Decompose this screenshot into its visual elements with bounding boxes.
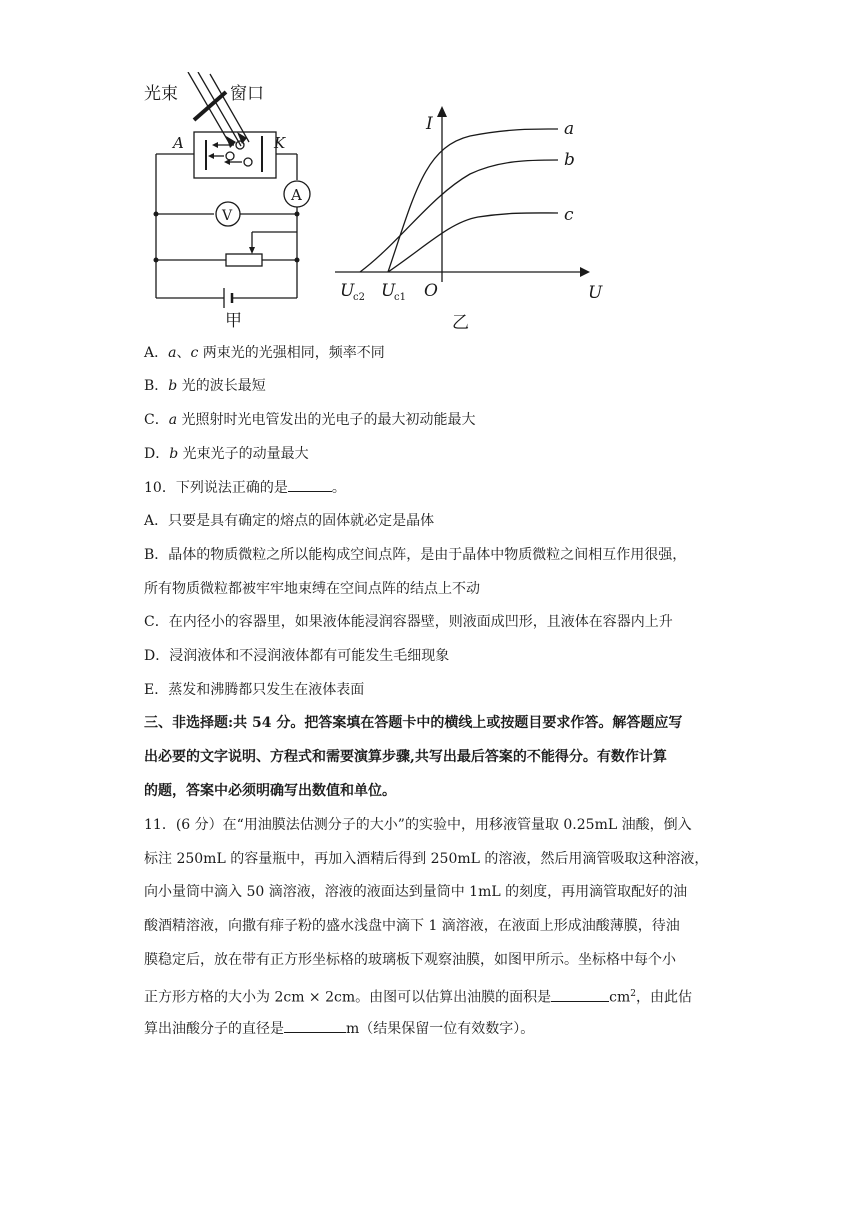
q11-line2: 标注 250mL 的容量瓶中，再加入酒精后得到 250mL 的溶液，然后用滴管吸取这种溶液，	[144, 851, 709, 867]
cathode-label: K	[274, 134, 286, 152]
curve-a-label: a	[564, 119, 575, 139]
answer-blank[interactable]	[288, 477, 332, 492]
light-beam-label: 光束	[144, 84, 178, 104]
diameter-answer-blank[interactable]	[284, 1018, 346, 1033]
q10-option-e: E．蒸发和沸腾都只发生在液体表面	[144, 682, 365, 698]
area-answer-blank[interactable]	[551, 987, 609, 1002]
curve-c-label: c	[564, 205, 574, 225]
uc1-subscript: c1	[394, 292, 406, 303]
curve-b-label: b	[564, 150, 575, 170]
q11-line7: 算出油酸分子的直径是 m（结果保留一位有效数字）。	[144, 1018, 724, 1039]
q9-option-a: A．a、c 两束光的光强相同，频率不同	[144, 345, 385, 361]
voltmeter-label: V	[222, 208, 233, 224]
photoelectric-figure	[130, 72, 620, 334]
section3-line1: 三、非选择题:共 54 分。把答案填在答题卡中的横线上或按题目要求作答。解答题应写	[144, 715, 683, 731]
q10-option-b-line1: B．晶体的物质微粒之所以能构成空间点阵，是由于晶体中物质微粒之间相互作用很强，	[144, 547, 687, 563]
q11-line1: 11．(6 分）在“用油膜法估测分子的大小”的实验中，用移液管量取 0.25mL 油酸，倒入	[144, 817, 692, 833]
axis-u-label: U	[588, 283, 603, 303]
axis-i-label: I	[426, 114, 433, 134]
ammeter-label: A	[291, 186, 302, 204]
q11-line5: 膜稳定后，放在带有正方形坐标格的玻璃板下观察油膜，如图甲所示。坐标格中每个小	[144, 952, 676, 968]
q9-option-b: B．b 光的波长最短	[144, 378, 266, 394]
origin-label: O	[424, 281, 438, 301]
q10-option-c: C．在内径小的容器里，如果液体能浸润容器壁，则液面成凹形，且液体在容器内上升	[144, 614, 673, 630]
q10-option-a: A．只要是具有确定的熔点的固体就必定是晶体	[144, 513, 435, 529]
q10-option-b-line2: 所有物质微粒都被牢牢地束缚在空间点阵的结点上不动	[144, 581, 480, 597]
q11-line6: 正方形方格的大小为 2cm × 2cm。由图可以估算出油膜的面积是 $cm^2$，由此估	[144, 984, 724, 1008]
q10-stem: 10．下列说法正确的是 。	[144, 477, 724, 498]
uc2-label: U	[340, 281, 355, 301]
q11-line4: 酸酒精溶液，向撒有痱子粉的盛水浅盘中滴下 1 滴溶液，在液面上形成油酸薄膜，待油	[144, 918, 680, 934]
q11-line3: 向小量筒中滴入 50 滴溶液，溶液的液面达到量筒中 1mL 的刻度，再用滴管取配好的油	[144, 884, 688, 900]
section3-line2: 出必要的文字说明、方程式和需要演算步骤,共写出最后答案的不能得分。有数作计算	[144, 749, 667, 765]
section3-line3: 的题，答案中必须明确写出数值和单位。	[144, 783, 396, 799]
q10-option-d: D．浸润液体和不浸润液体都有可能发生毛细现象	[144, 648, 450, 664]
q9-option-c: C．a 光照射时光电管发出的光电子的最大初动能最大	[144, 412, 476, 428]
figure-yi-label: 乙	[452, 313, 469, 333]
window-label: 窗口	[230, 84, 264, 104]
uc1-label: U	[381, 281, 396, 301]
figure-jia-label: 甲	[225, 311, 242, 331]
q9-option-d: D．b 光束光子的动量最大	[144, 446, 309, 462]
figure-svg	[130, 72, 620, 334]
anode-label: A	[173, 134, 184, 152]
uc2-subscript: c2	[353, 292, 365, 303]
